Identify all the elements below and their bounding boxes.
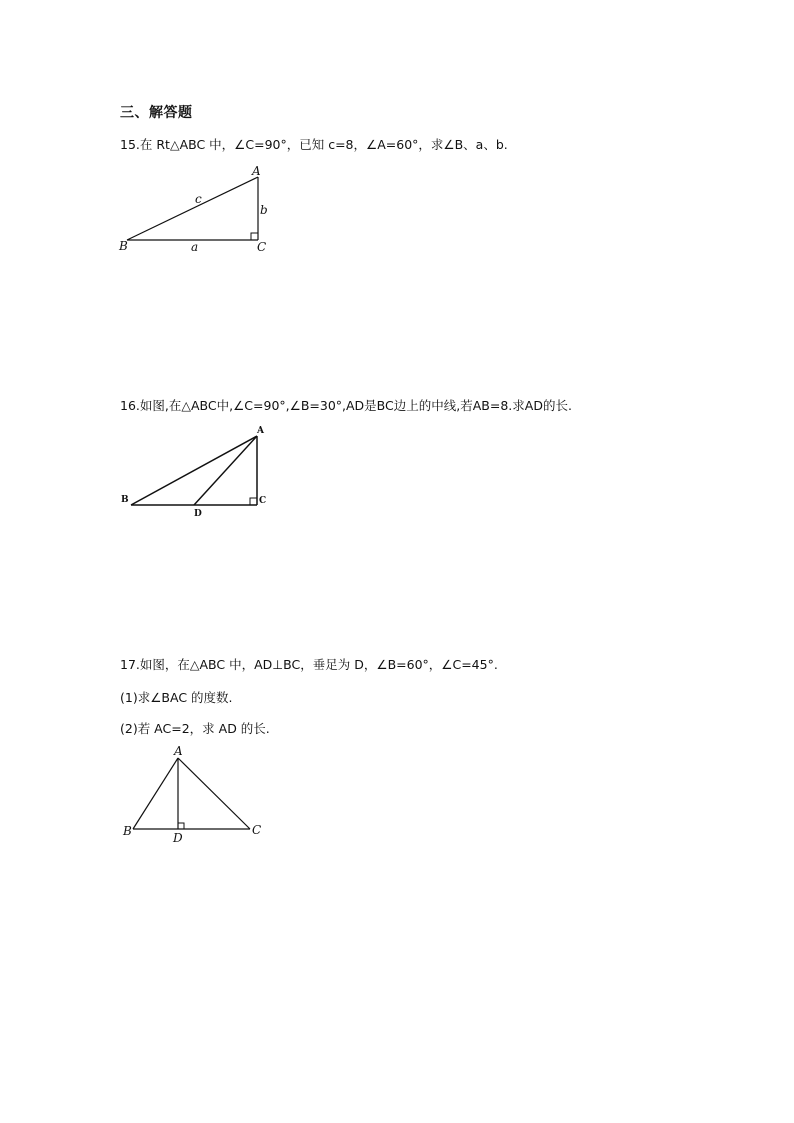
fig15-label-b: b xyxy=(260,203,268,217)
question-17-text: 如图，在△ABC 中，AD⊥BC，垂足为 D，∠B=60°，∠C=45°. xyxy=(139,657,498,672)
fig17-label-B: B xyxy=(123,824,132,838)
question-15-text: 在 Rt△ABC 中，∠C=90°，已知 c=8，∠A=60°，求∠B、a、b. xyxy=(139,137,508,152)
question-17-number: 17. xyxy=(120,657,140,672)
question-17-part-1: (1)求∠BAC 的度数. xyxy=(120,690,233,705)
fig17-label-A: A xyxy=(174,744,183,758)
question-15-number: 15. xyxy=(120,137,140,152)
question-17-part-2: (2)若 AC=2，求 AD 的长. xyxy=(120,721,270,736)
section-title: 三、解答题 xyxy=(120,105,193,121)
fig15-label-B: B xyxy=(119,239,128,253)
fig15-label-A: A xyxy=(252,164,261,178)
fig17-side-AB xyxy=(133,758,178,829)
fig16-label-B: B xyxy=(121,495,129,505)
fig17-right-angle-mark xyxy=(178,823,184,829)
fig17-side-AC xyxy=(178,758,250,829)
fig15-label-a: a xyxy=(191,240,199,254)
fig15-label-c: c xyxy=(195,192,202,206)
fig16-label-C: C xyxy=(259,496,267,506)
fig17-label-C: C xyxy=(252,823,262,837)
fig16-label-D: D xyxy=(194,509,202,519)
fig17-label-D: D xyxy=(173,831,183,845)
question-16-number: 16. xyxy=(120,398,140,413)
question-16-text: 如图,在△ABC中,∠C=90°,∠B=30°,AD是BC边上的中线,若AB=8.求AD的长. xyxy=(139,398,572,413)
fig16-label-A: A xyxy=(257,426,264,436)
fig15-label-C: C xyxy=(257,240,267,254)
